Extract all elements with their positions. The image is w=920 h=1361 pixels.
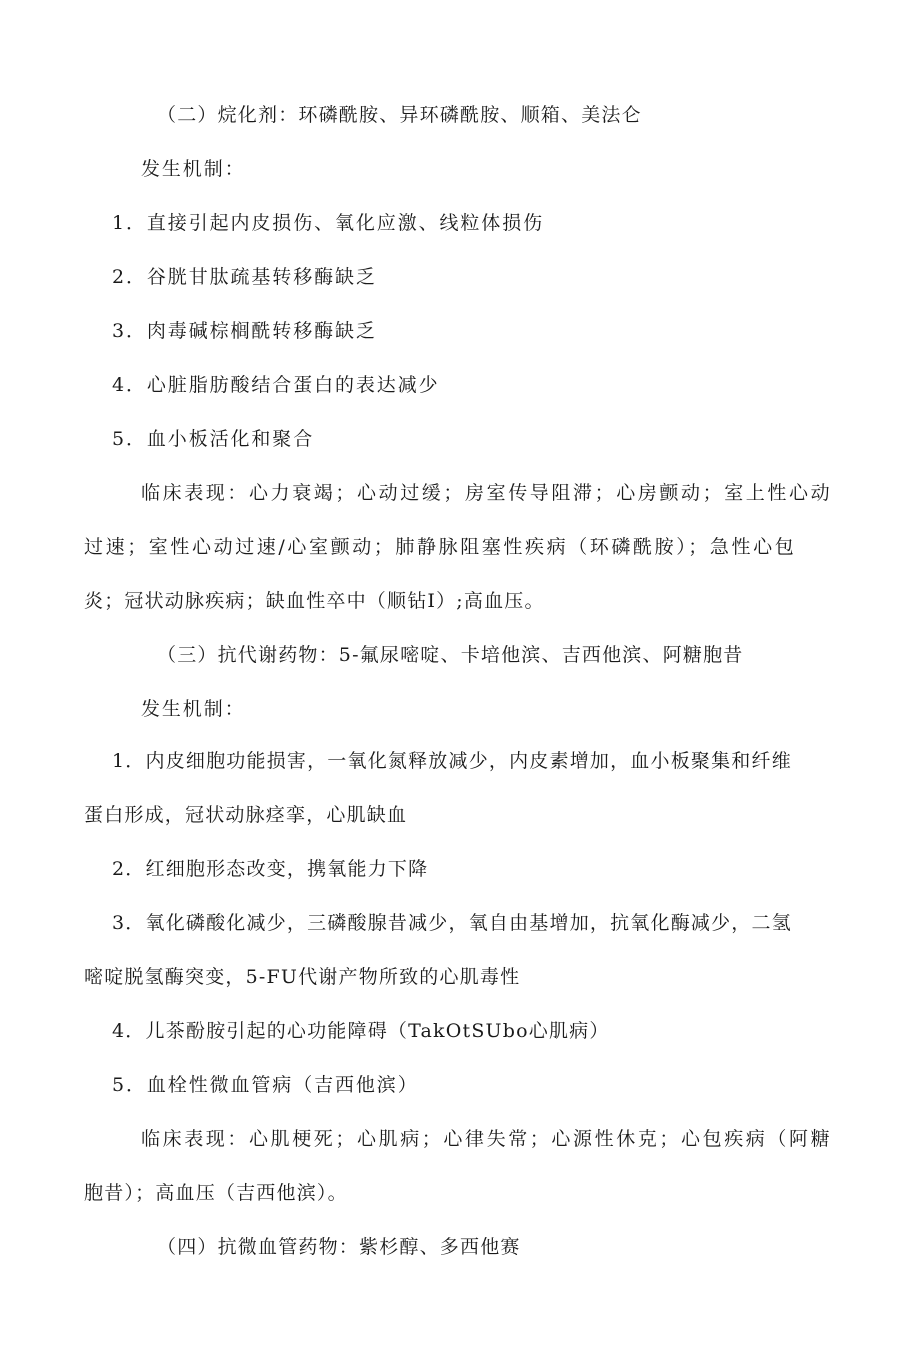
section-heading: （四）抗微血管药物：紫杉醇、多西他赛 — [157, 1236, 521, 1258]
list-item: 1．内皮细胞功能损害，一氧化氮释放减少，内皮素增加，血小板聚集和纤维 — [112, 750, 792, 772]
list-item: 3．氧化磷酸化减少，三磷酸腺昔减少，氧自由基增加，抗氧化酶减少，二氢 — [112, 912, 792, 934]
list-item: 4．心脏脂肪酸结合蛋白的表达减少 — [112, 374, 440, 396]
list-item: 4．儿茶酚胺引起的心功能障碍（TakOtSUbo心肌病） — [112, 1020, 610, 1042]
list-item: 5．血小板活化和聚合 — [112, 428, 315, 450]
list-item: 1．直接引起内皮损伤、氧化应激、线粒体损伤 — [112, 212, 544, 234]
list-item: 5．血栓性微血管病（吉西他滨） — [112, 1074, 419, 1096]
mechanism-label: 发生机制： — [141, 698, 246, 720]
list-item: 嘧啶脱氢酶突变，5-FU代谢产物所致的心肌毒性 — [84, 966, 521, 988]
section-heading: （二）烷化剂：环磷酰胺、异环磷酰胺、顺箱、美法仑 — [157, 104, 642, 126]
list-item: 3．肉毒碱棕榈酰转移酶缺乏 — [112, 320, 377, 342]
clinical-text: 炎；冠状动脉疾病；缺血性卒中（顺钻Ⅰ）;高血压。 — [84, 590, 545, 612]
list-item: 蛋白形成，冠状动脉痉挛，心肌缺血 — [84, 804, 408, 826]
clinical-text: 临床表现：心肌梗死；心肌病；心律失常；心源性休克；心包疾病（阿糖 — [141, 1128, 833, 1150]
section-heading: （三）抗代谢药物：5-氟尿嘧啶、卡培他滨、吉西他滨、阿糖胞昔 — [157, 644, 744, 666]
clinical-text: 过速；室性心动过速/心室颤动；肺静脉阻塞性疾病（环磷酰胺）；急性心包 — [84, 536, 797, 558]
clinical-text: 胞昔）；高血压（吉西他滨）。 — [84, 1182, 348, 1204]
list-item: 2．红细胞形态改变，携氧能力下降 — [112, 858, 429, 880]
list-item: 2．谷胱甘肽疏基转移酶缺乏 — [112, 266, 377, 288]
mechanism-label: 发生机制： — [141, 158, 246, 180]
clinical-text: 临床表现：心力衰竭；心动过缓；房室传导阻滞；心房颤动；室上性心动 — [141, 482, 833, 504]
